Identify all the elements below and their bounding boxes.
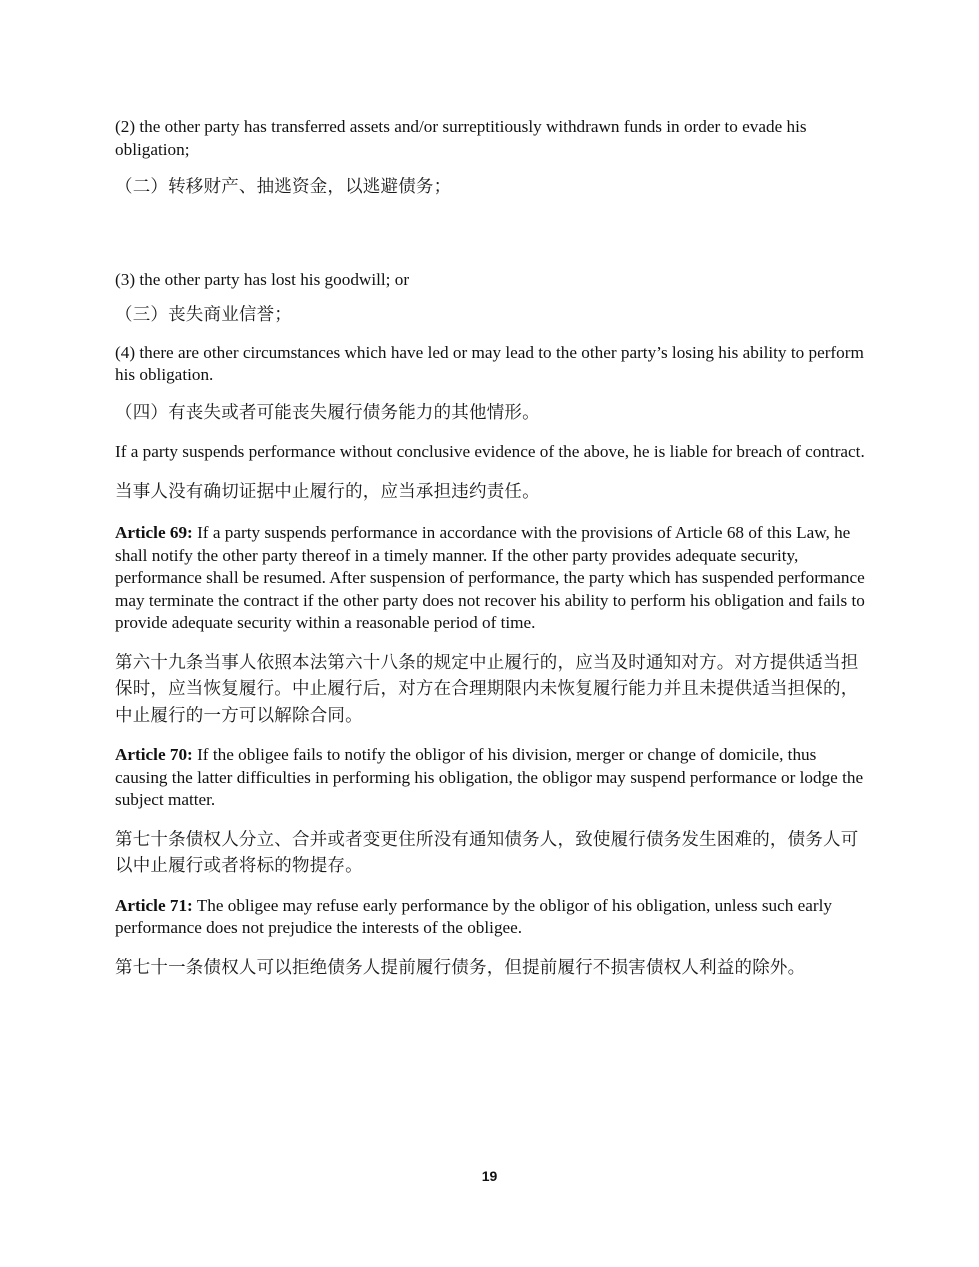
article-70-chinese: 第七十条债权人分立、合并或者变更住所没有通知债务人，致使履行债务发生困难的，债务人可以中止履行或者将标的物提存。 [115, 829, 859, 876]
item-4-english: (4) there are other circumstances which have led or may lead to the other party’s losing his ability to perform his obligation. [115, 342, 864, 384]
article-70-english [115, 744, 865, 812]
article-70-body: If the obligee fails to notify the obligor of his division, merger or change of domicile, thus causing the latter difficulties in performing his obligation, the obligor may suspend performance or lodge the subject matter. [115, 745, 864, 809]
article-71-chinese: 第七十一条债权人可以拒绝债务人提前履行债务，但提前履行不损害债权人利益的除外。 [115, 957, 806, 978]
article-69-title: Article 69: [115, 523, 193, 542]
page-number: 19 [481, 1168, 498, 1184]
article-69-english [115, 522, 865, 635]
article-70-title: Article 70: [115, 745, 193, 764]
item-3-chinese: （三）丧失商业信誉； [115, 305, 292, 325]
item-2-english: (2) the other party has transferred assets and/or surreptitiously withdrawn funds in order to evade his obligation; [115, 117, 807, 159]
item-4-chinese: （四）有丧失或者可能丧失履行债务能力的其他情形。 [115, 402, 540, 423]
document-page [115, 116, 865, 981]
article-71-body: The obligee may refuse early performance by the obligor of his obligation, unless such early performance does not prejudice the interests of the obligee. [115, 895, 833, 937]
article-69-chinese: 第六十九条当事人依照本法第六十八条的规定中止履行的，应当及时通知对方。对方提供适当担保时，应当恢复履行。中止履行后，对方在合理期限内未恢复履行能力并且未提供适当担保的，中止履行的一方可以解除合同。 [115, 652, 859, 726]
item-2-chinese: （二）转移财产、抽逃资金，以逃避债务； [115, 177, 452, 197]
article-69-body: If a party suspends performance in accordance with the provisions of Article 68 of this Law, he shall notify the other party thereof in a timely manner. If the other party provides adequate security, performance shall be resumed. After suspension of performance, the party which has suspended performance may terminate the contract if the other party does not recover his ability to perform his obligation and fails to provide adequate security within a reasonable period of time. [115, 523, 865, 632]
liability-english: If a party suspends performance without conclusive evidence of the above, he is liable for breach of contract. [115, 442, 865, 461]
article-71-title: Article 71: [115, 895, 193, 915]
article-71-english [115, 895, 865, 940]
liability-chinese: 当事人没有确切证据中止履行的，应当承担违约责任。 [115, 481, 540, 502]
item-3-english: (3) the other party has lost his goodwill; or [115, 269, 410, 289]
